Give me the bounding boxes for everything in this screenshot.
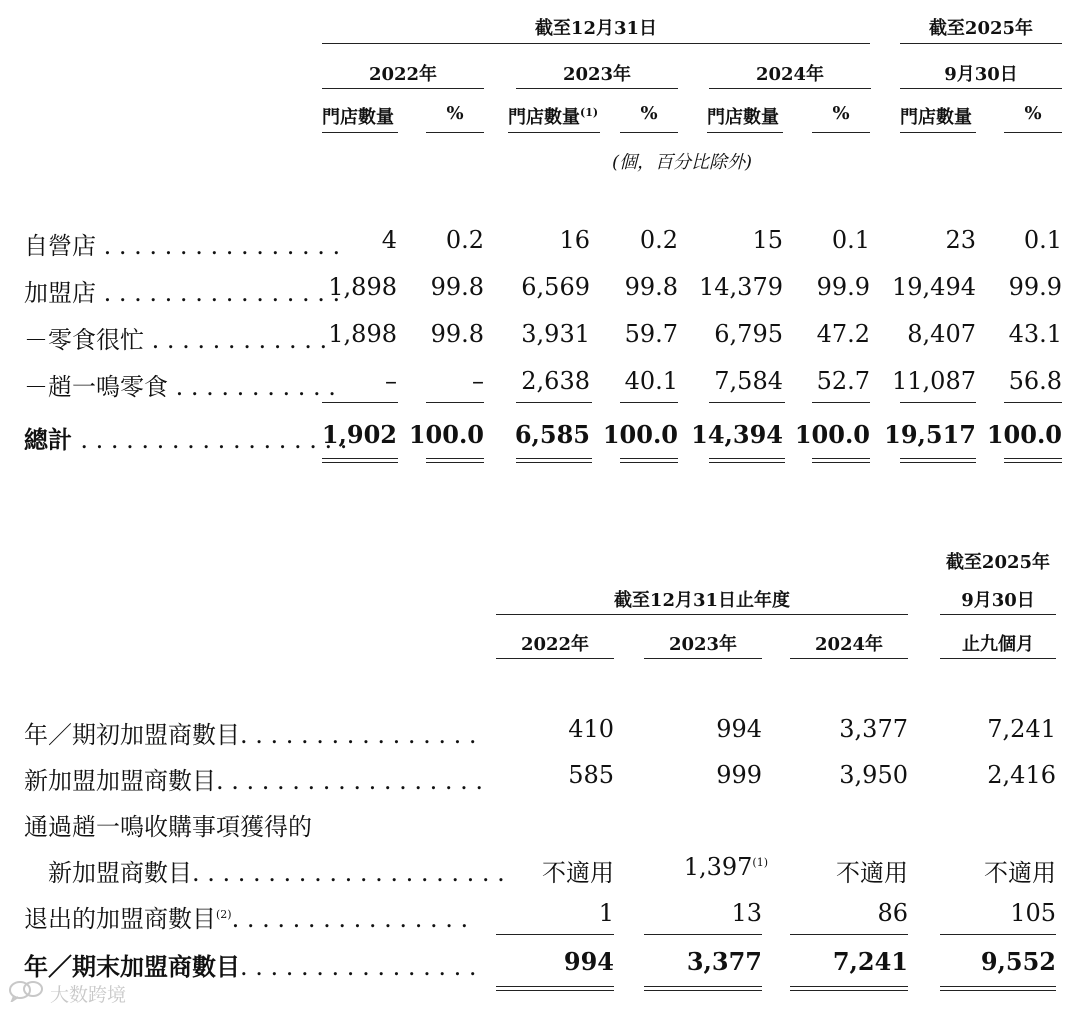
cell-value: 3,377 [686,947,762,976]
row-label: 自營店 . . . . . . . . . . . . . . . . [24,232,341,260]
cell-value: 2,638 [521,367,590,395]
divider [496,934,614,935]
cell-value: 11,087 [892,367,976,395]
cell-value: 4 [381,226,397,254]
divider [644,934,762,935]
divider [707,132,783,133]
divider [709,402,785,403]
cell-value: 6,795 [714,320,783,348]
header-nine-months: 止九個月 [962,634,1034,655]
double-underline [900,458,976,463]
chat-bubble-icon [8,980,44,1007]
col-store-count-2023: 門店數量$^{(1)}$ [508,106,599,128]
cell-value: 99.8 [430,320,484,348]
cell-value: 14,394 [691,420,783,449]
divider [812,132,870,133]
footnote-1-marker: (1) [580,106,599,119]
cell-value: 3,377 [839,715,908,743]
cell-value: 23 [945,226,976,254]
cell-value: 3,931 [521,320,590,348]
cell-value: 47.2 [816,320,870,348]
unit-note: (個，百分比除外) [612,152,753,173]
cell-value: 994 [716,715,762,743]
double-underline [620,458,678,463]
cell-value: – [385,367,397,395]
cell-value: 3,950 [839,761,908,789]
double-underline [709,458,785,463]
cell-value: 不適用 [836,859,908,887]
divider [516,402,592,403]
divider [620,132,678,133]
row-label: 新加盟加盟商數目. . . . . . . . . . . . . . . . . . [24,767,484,795]
double-underline [812,458,870,463]
divider [900,132,976,133]
col-percent-2024: % [832,103,850,124]
col-store-count-2022: 門店數量 [322,107,394,128]
cell-value: 19,517 [884,420,976,449]
divider [1004,132,1062,133]
row-label: 年／期末加盟商數目. . . . . . . . . . . . . . . . [24,952,477,981]
cell-value: 8,407 [907,320,976,348]
header-year-2024: 2024年 [814,634,884,655]
cell-value: 99.9 [1008,273,1062,301]
double-underline [1004,458,1062,463]
cell-value: 7,241 [832,947,908,976]
divider [508,132,600,133]
row-label: 退出的加盟商數目$^{(2)}$. . . . . . . . . . . . . . . . [24,905,469,933]
divider [426,402,484,403]
cell-value: 999 [716,761,762,789]
cell-value: 105 [1010,899,1056,927]
cell-value: 994 [563,947,614,976]
cell-value: 410 [568,715,614,743]
watermark-text: 大数跨境 [50,984,127,1006]
row-label: 加盟店 . . . . . . . . . . . . . . . . [24,279,341,307]
cell-value: 59.7 [624,320,678,348]
divider [900,43,1062,44]
header-year-2022: 2022年 [368,64,438,85]
col-percent-sep2025: % [1024,103,1042,124]
divider [790,934,908,935]
divider [322,88,484,89]
divider [496,658,614,659]
col-percent-2023: % [640,103,658,124]
divider [790,658,908,659]
header-group-dec31: 截至12月31日 [534,18,658,39]
col-store-count-sep2025: 門店數量 [900,107,972,128]
cell-value: 1,898 [328,320,397,348]
divider [516,88,678,89]
divider [322,43,870,44]
cell-value: 100.0 [986,420,1062,449]
row-label: 新加盟商數目. . . . . . . . . . . . . . . . . . . . . [48,859,505,887]
cell-value: 不適用 [984,859,1056,887]
header-year-2023: 2023年 [668,634,738,655]
cell-value: 1 [598,899,614,927]
divider [322,402,398,403]
header-group-sep30-line2: 9月30日 [944,64,1018,85]
cell-value: 99.8 [430,273,484,301]
cell-value: 52.7 [816,367,870,395]
cell-value: 99.9 [816,273,870,301]
watermark [8,980,126,1007]
cell-value: 2,416 [987,761,1056,789]
header-group-sep30-line1: 截至2025年 [945,552,1051,573]
cell-value: 100.0 [602,420,678,449]
cell-value: 0.1 [1023,226,1062,254]
cell-value: 99.8 [624,273,678,301]
footnote-2-marker: (2) [216,908,232,921]
cell-value: 不適用 [542,859,614,887]
cell-value: 1,902 [321,420,397,449]
col-percent-2022: % [446,103,464,124]
cell-value: 0.2 [639,226,678,254]
cell-value: 15 [752,226,783,254]
cell-value: 43.1 [1008,320,1062,348]
header-year-2024: 2024年 [755,64,825,85]
cell-value: 0.1 [831,226,870,254]
header-group-sep30-line2: 9月30日 [961,590,1035,611]
header-year-2023: 2023年 [562,64,632,85]
divider [940,658,1056,659]
cell-value: 100.0 [794,420,870,449]
cell-value: 86 [877,899,908,927]
cell-value: 0.2 [445,226,484,254]
divider [426,132,484,133]
divider [1004,402,1062,403]
divider [812,402,870,403]
row-label: －零食很忙 . . . . . . . . . . . . [24,326,328,354]
double-underline [644,986,762,991]
row-label: 年／期初加盟商數目. . . . . . . . . . . . . . . . [24,721,477,749]
cell-value: 19,494 [892,273,976,301]
cell-value: 6,569 [521,273,590,301]
footnote-1-marker: (1) [752,856,768,869]
cell-value: 100.0 [408,420,484,449]
cell-value: 585 [568,761,614,789]
double-underline [426,458,484,463]
divider [644,658,762,659]
cell-value: 14,379 [699,273,783,301]
cell-value: 56.8 [1008,367,1062,395]
divider [900,402,976,403]
divider [900,88,1062,89]
divider [940,934,1056,935]
cell-value: 16 [559,226,590,254]
cell-value: 13 [731,899,762,927]
header-group-sep30-line1: 截至2025年 [928,18,1034,39]
double-underline [322,458,398,463]
divider [620,402,678,403]
col-store-count-2024: 門店數量 [707,107,779,128]
row-label: 通過趙一鳴收購事項獲得的 [24,813,312,841]
double-underline [496,986,614,991]
cell-value: 6,585 [514,420,590,449]
divider [709,88,871,89]
cell-value: 7,584 [714,367,783,395]
row-label: 總計 . . . . . . . . . . . . . . . . . . [24,425,348,454]
double-underline [790,986,908,991]
row-label: －趙一鳴零食 . . . . . . . . . . . [24,373,336,401]
divider [940,614,1056,615]
cell-value: 1,397$^{(1)}$ [683,853,768,881]
double-underline [516,458,592,463]
cell-value: – [472,367,484,395]
double-underline [940,986,1056,991]
divider [322,132,398,133]
divider [496,614,908,615]
cell-value: 9,552 [980,947,1056,976]
header-year-2022: 2022年 [520,634,590,655]
cell-value: 7,241 [987,715,1056,743]
cell-value: 1,898 [328,273,397,301]
header-group-dec31-year: 截至12月31日止年度 [613,590,791,611]
cell-value: 40.1 [624,367,678,395]
